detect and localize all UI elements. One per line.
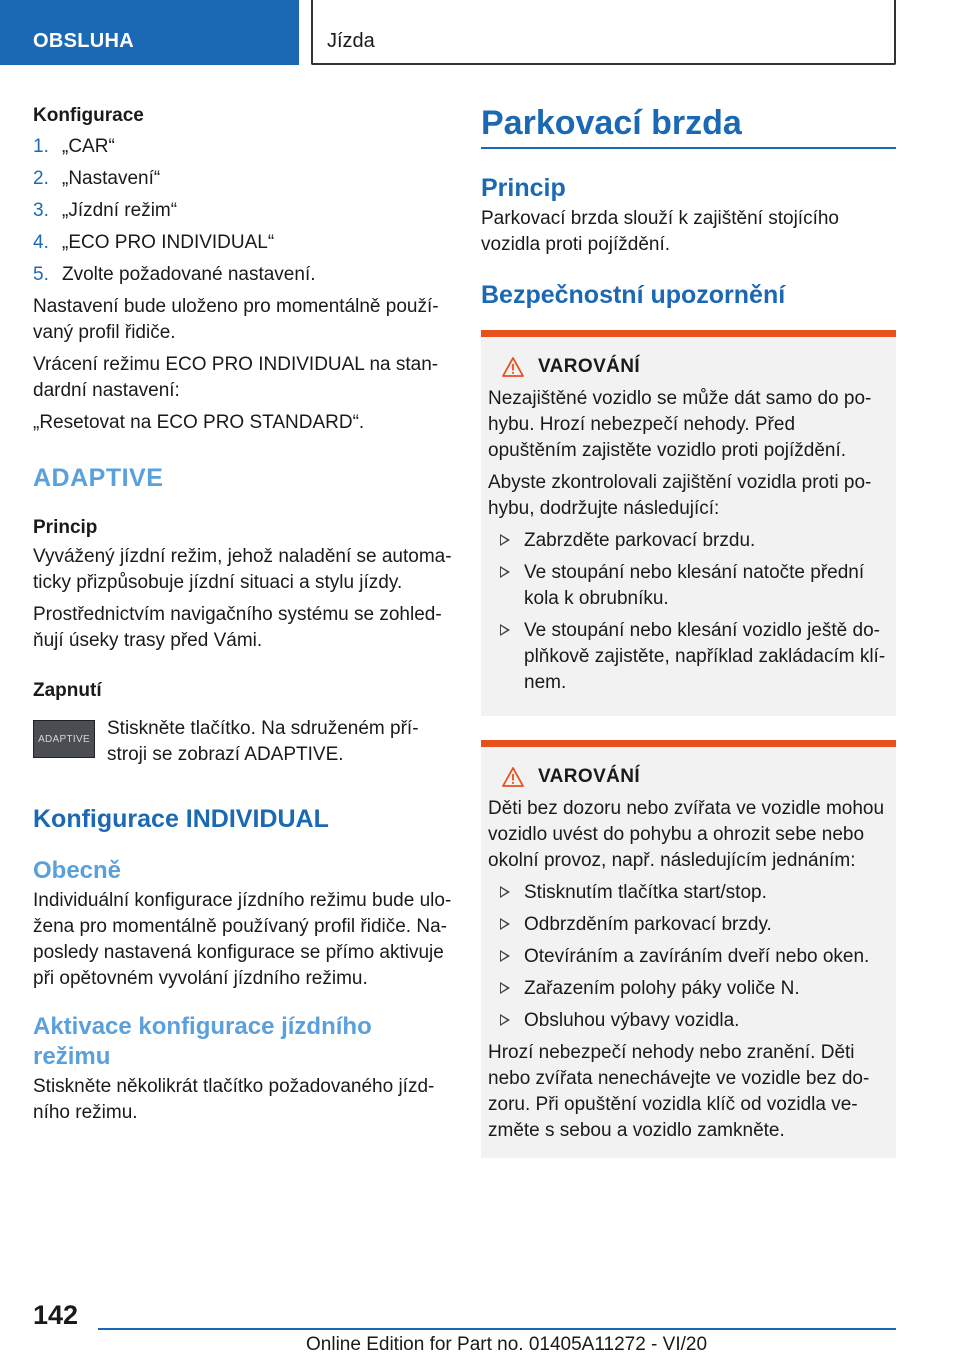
zapnuti-row (33, 716, 453, 772)
step-number: 2. (33, 168, 49, 189)
warning-header (488, 354, 888, 380)
warning-text-2: Abyste zkontrolovali zajištění vozidla proti pohybu, dodržujte následující: (488, 472, 872, 519)
right-column (481, 103, 896, 1158)
warning-header (488, 764, 888, 790)
right-princip-heading: Princip (481, 174, 566, 202)
step-number: 4. (33, 232, 49, 253)
bullet-triangle-icon (500, 886, 510, 898)
list-item (33, 134, 453, 160)
chapter-tab (311, 0, 896, 65)
step-number: 5. (33, 264, 49, 285)
list-item (488, 618, 888, 696)
list-item (488, 880, 888, 906)
warning-text-2: Hrozí nebezpečí nehody nebo zranění. Děti nebo zvířata nenechávejte ve vozidle bez dozoru. Při opuštění vozidla klíč od vozidla vezměte s sebou a vozidlo zamkněte. (488, 1042, 870, 1141)
list-item-text: Odbrzděním parkovací brzdy. (524, 914, 772, 935)
adaptive-heading: ADAPTIVE (33, 464, 164, 492)
list-item (488, 528, 888, 554)
list-item-text: Zařazením polohy páky voliče N. (524, 978, 800, 999)
princip-text-1: Vyvážený jízdní režim, jehož naladění se automaticky přizpůsobuje jízdní situaci a stylu jízdy. (33, 546, 452, 593)
bullet-triangle-icon (500, 950, 510, 962)
warning-triangle-icon (502, 767, 524, 787)
list-item-text: Obsluhou výbavy vozidla. (524, 1010, 740, 1031)
individual-heading: Konfigurace INDIVIDUAL (33, 805, 329, 833)
section-tab (0, 0, 299, 65)
obecne-text: Individuální konfigurace jízdního režimu bude uložena pro momentálně používaný profil řidiče. Naposledy nastavená konfigurace se přímo aktivuje při opětovném vyvolání jízdního režimu. (33, 890, 452, 989)
obecne-heading: Obecně (33, 857, 122, 884)
edition-text: Online Edition for Part no. 01405A11272 - VI/20 (306, 1334, 708, 1355)
warning-box-1 (481, 330, 896, 716)
list-item (488, 944, 888, 970)
para-reset: Vrácení režimu ECO PRO INDIVIDUAL na standardní nastavení: (33, 354, 439, 401)
list-item (33, 198, 453, 224)
para-reset-value: „Resetovat na ECO PRO STANDARD“. (33, 412, 365, 433)
list-item (33, 230, 453, 256)
aktivace-heading: Aktivace konfigurace jízdního režimu (33, 1013, 372, 1070)
section-label: OBSLUHA (33, 30, 134, 52)
warning-label: VAROVÁNÍ (538, 766, 641, 787)
step-text: „Nastavení“ (62, 168, 161, 189)
adaptive-button-label: ADAPTIVE (38, 733, 90, 745)
list-item-text: Otevíráním a zavíráním dveří nebo oken. (524, 946, 870, 967)
safety-heading: Bezpečnostní upozornění (481, 281, 786, 309)
warning-triangle-icon (502, 357, 524, 377)
list-item (488, 560, 888, 612)
para-saved: Nastavení bude uloženo pro momentálně používaný profil řidiče. (33, 296, 439, 343)
list-item (33, 166, 453, 192)
right-princip-text: Parkovací brzda slouží k zajištění stojícího vozidla proti pojíždění. (481, 208, 839, 255)
bullet-triangle-icon (500, 566, 510, 578)
left-column (33, 103, 453, 1126)
warning-box-2 (481, 740, 896, 1158)
warning-label: VAROVÁNÍ (538, 356, 641, 377)
list-item-text: Zabrzděte parkovací brzdu. (524, 530, 756, 551)
list-item (488, 1008, 888, 1034)
step-text: „Jízdní režim“ (62, 200, 178, 221)
step-text: „ECO PRO INDIVIDUAL“ (62, 232, 275, 253)
adaptive-button-icon (33, 720, 95, 758)
page-number: 142 (33, 1300, 79, 1330)
bullet-triangle-icon (500, 1014, 510, 1026)
title-divider (481, 147, 896, 149)
page-title: Parkovací brzda (481, 104, 742, 142)
step-number: 1. (33, 136, 49, 157)
warning-list (488, 528, 888, 696)
list-item (488, 976, 888, 1002)
step-text: Zvolte požadované nastavení. (62, 264, 316, 285)
princip-text-2: Prostřednictvím navigačního systému se zohledňují úseky trasy před Vámi. (33, 604, 442, 651)
warning-text-1: Nezajištěné vozidlo se může dát samo do pohybu. Hrozí nebezpečí nehody. Před opuštěním zajistěte vozidlo proti pojíždění. (488, 388, 872, 461)
config-steps (33, 134, 453, 288)
princip-heading: Princip (33, 517, 98, 538)
warning-text-1: Děti bez dozoru nebo zvířata ve vozidle mohou vozidlo uvést do pohybu a ohrozit sebe nebo okolní provoz, např. následujícím jednáním: (488, 798, 885, 871)
bullet-triangle-icon (500, 624, 510, 636)
list-item-text: Ve stoupání nebo klesání vozidlo ještě doplňkově zajistěte, například zakládacím klínem. (524, 620, 886, 693)
zapnuti-text: Stiskněte tlačítko. Na sdruženém přístroji se zobrazí ADAPTIVE. (107, 718, 419, 765)
bullet-triangle-icon (500, 918, 510, 930)
aktivace-text: Stiskněte několikrát tlačítko požadovaného jízdního režimu. (33, 1076, 435, 1123)
config-heading: Konfigurace (33, 105, 144, 126)
step-number: 3. (33, 200, 49, 221)
chapter-label: Jízda (327, 30, 375, 52)
list-item (33, 262, 453, 288)
list-item-text: Stisknutím tlačítka start/stop. (524, 882, 767, 903)
step-text: „CAR“ (62, 136, 115, 157)
footer-divider (98, 1328, 896, 1330)
list-item (488, 912, 888, 938)
bullet-triangle-icon (500, 534, 510, 546)
list-item-text: Ve stoupání nebo klesání natočte přední kola k obrubníku. (524, 562, 865, 609)
zapnuti-heading: Zapnutí (33, 680, 102, 701)
warning-list (488, 880, 888, 1034)
bullet-triangle-icon (500, 982, 510, 994)
